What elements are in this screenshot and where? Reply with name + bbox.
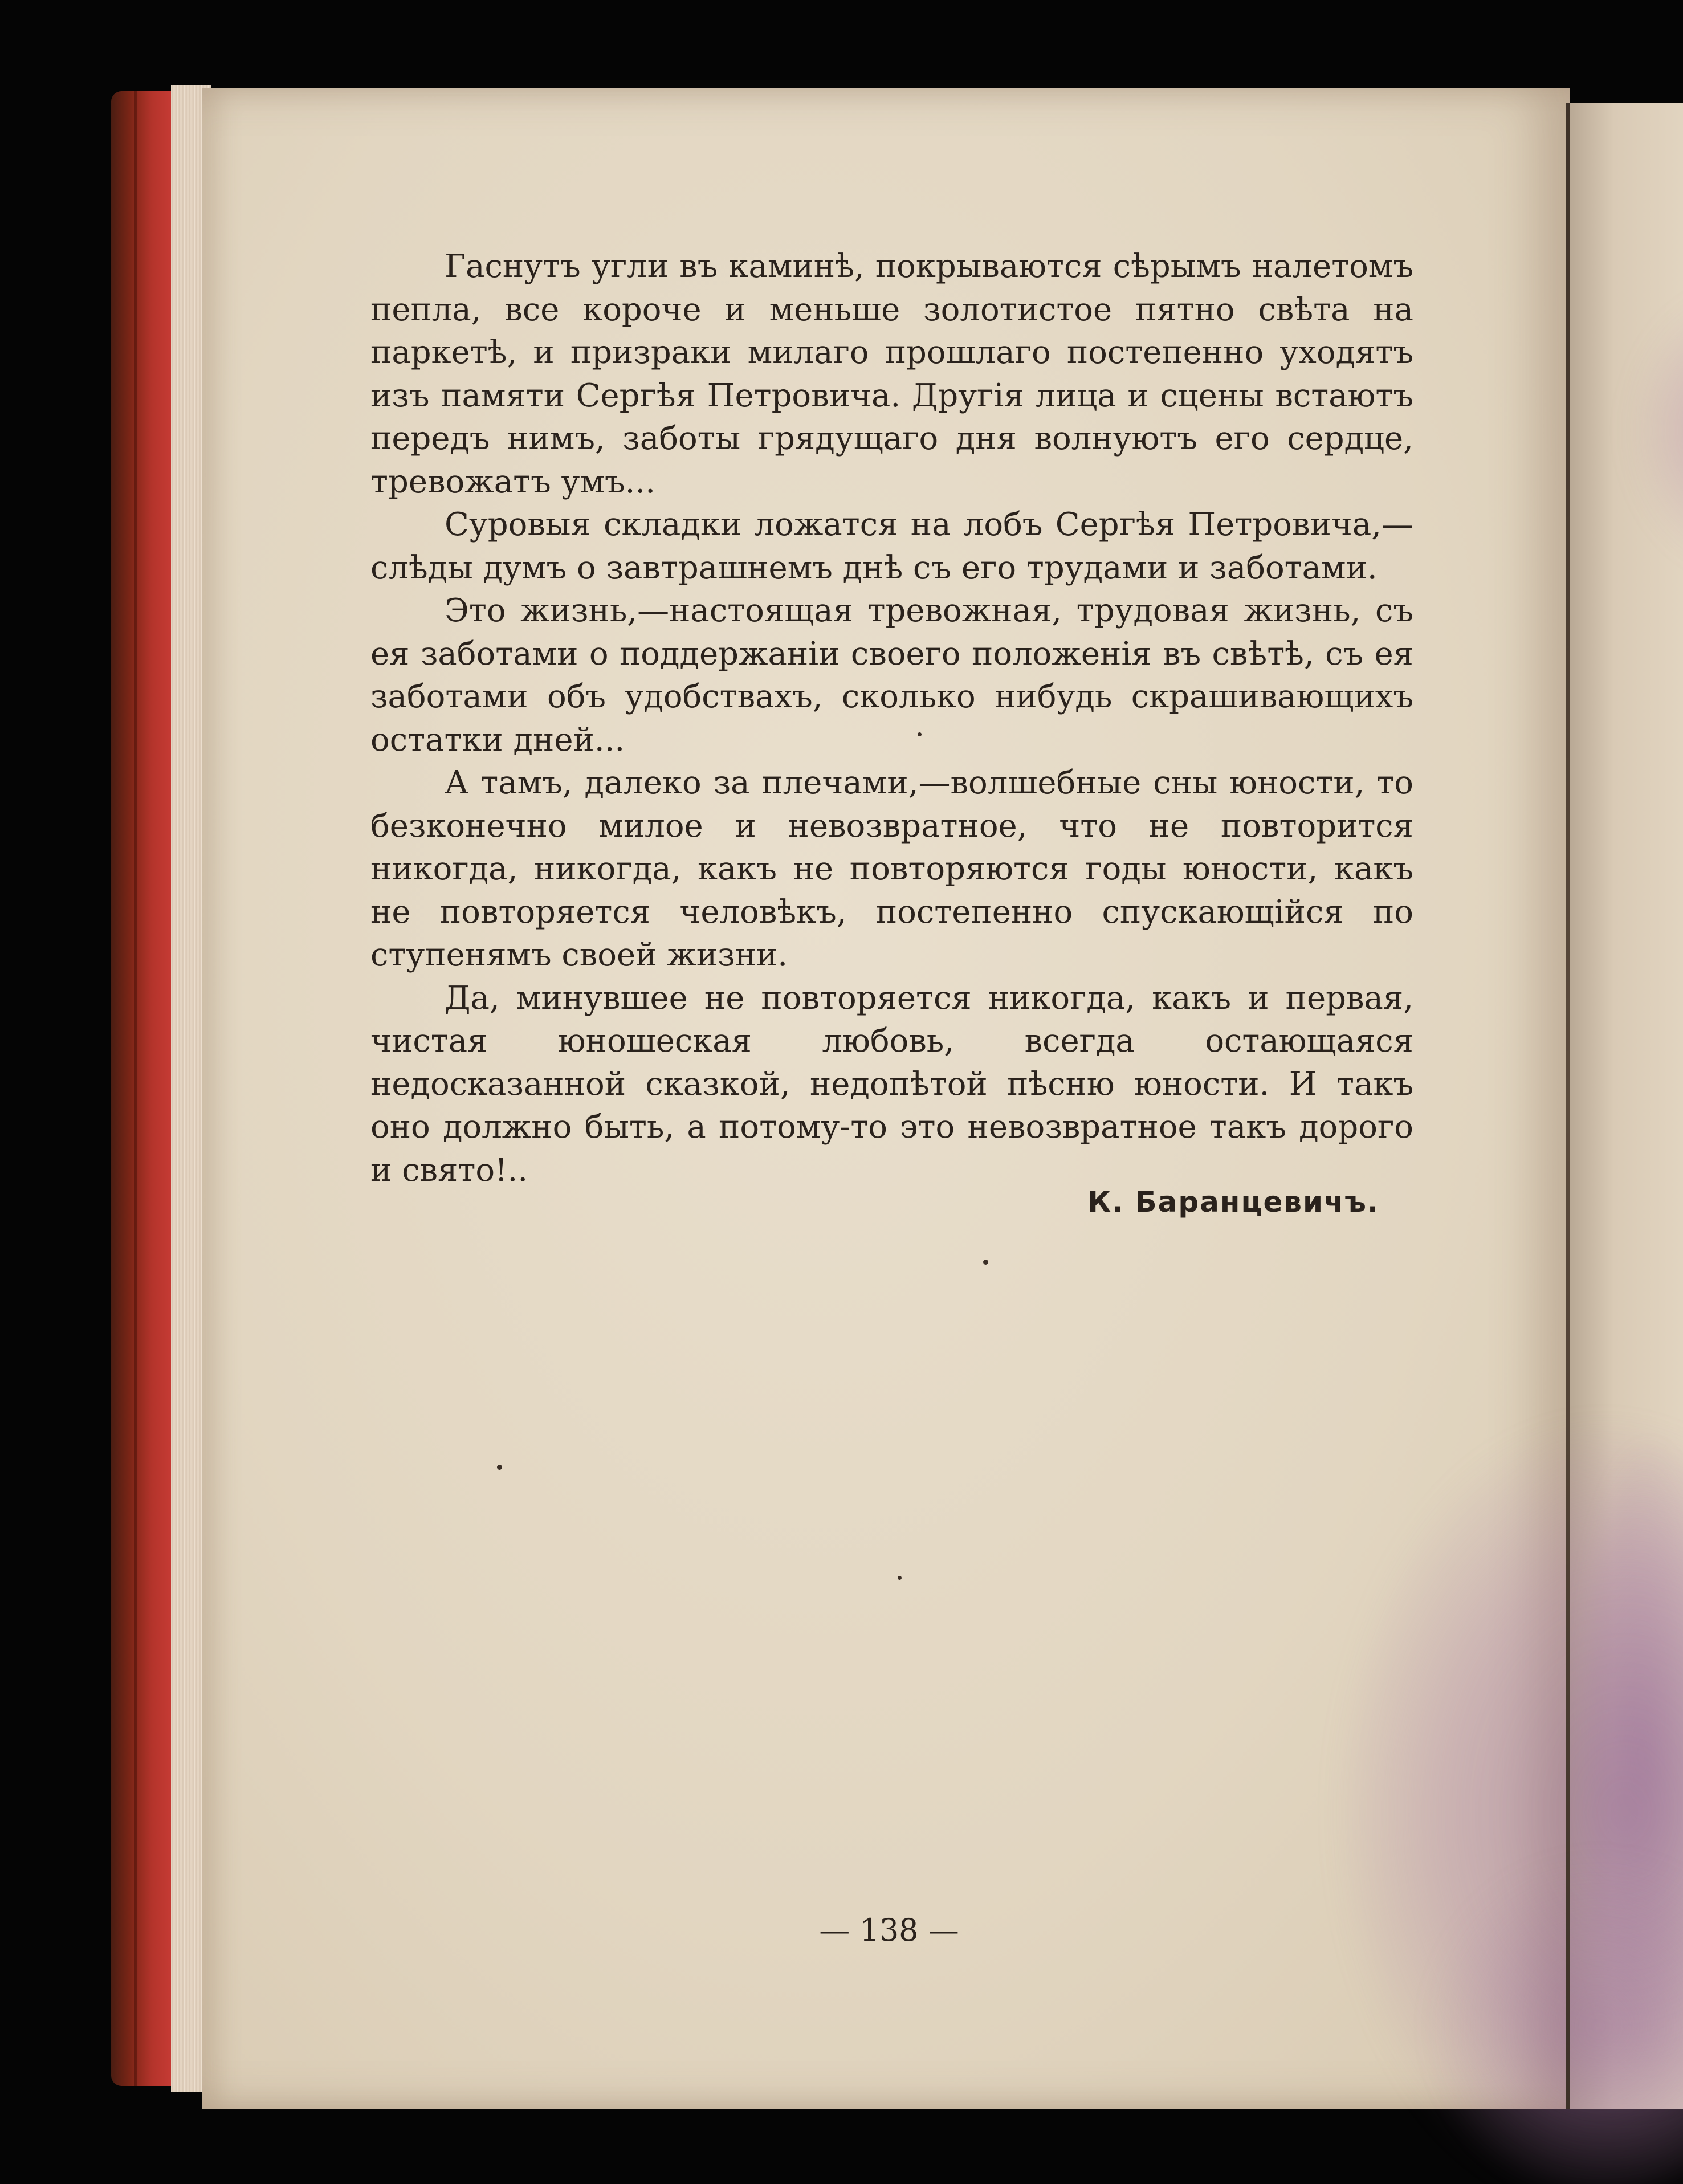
speck (983, 1260, 988, 1265)
speck (918, 732, 922, 736)
author-signature: К. Баранцевичъ. (1087, 1185, 1379, 1219)
page-number: — 138 — (819, 1912, 959, 1948)
speck (497, 1465, 502, 1470)
book-gutter (1566, 103, 1570, 2109)
facing-page (1570, 103, 1683, 2109)
paragraph: Это жизнь,—настоящая тревожная, трудовая жизнь, съ ея заботами о поддержаніи своего положенія въ свѣтѣ, съ ея заботами объ удобствахъ, сколько нибудь скрашивающихъ остатки дней... (370, 592, 1413, 759)
paragraph: А тамъ, далеко за плечами,—волшебные сны юности, то безконечно милое и невозвратное, что не повторится никогда, никогда, какъ не повторяются годы юности, какъ не повторяется человѣкъ, постепенно спускающійся по ступенямъ своей жизни. (370, 764, 1413, 973)
speck (898, 1576, 902, 1580)
paragraph: Да, минувшее не повторяется никогда, какъ и первая, чистая юношеская любовь, всегда остающаяся недосказанной сказкой, недопѣтой пѣсню юности. И такъ оно должно быть, а потому-то это невозвратное такъ дорого и свято!.. (370, 979, 1413, 1189)
stain (1582, 1442, 1683, 2069)
paragraph: Суровыя складки ложатся на лобъ Сергѣя Петровича,— слѣды думъ о завтрашнемъ днѣ съ его трудами и заботами. (370, 506, 1413, 586)
body-text (370, 245, 1413, 1192)
paragraph: Гаснутъ угли въ каминѣ, покрываются сѣрымъ налетомъ пепла, все короче и меньше золотистое пятно свѣта на паркетѣ, и призраки милаго прошлаго постепенно уходятъ изъ памяти Сергѣя Петровича. Другія лица и сцены встаютъ передъ нимъ, заботы грядущаго дня волнуютъ его сердце, тревожатъ умъ... (370, 248, 1413, 500)
